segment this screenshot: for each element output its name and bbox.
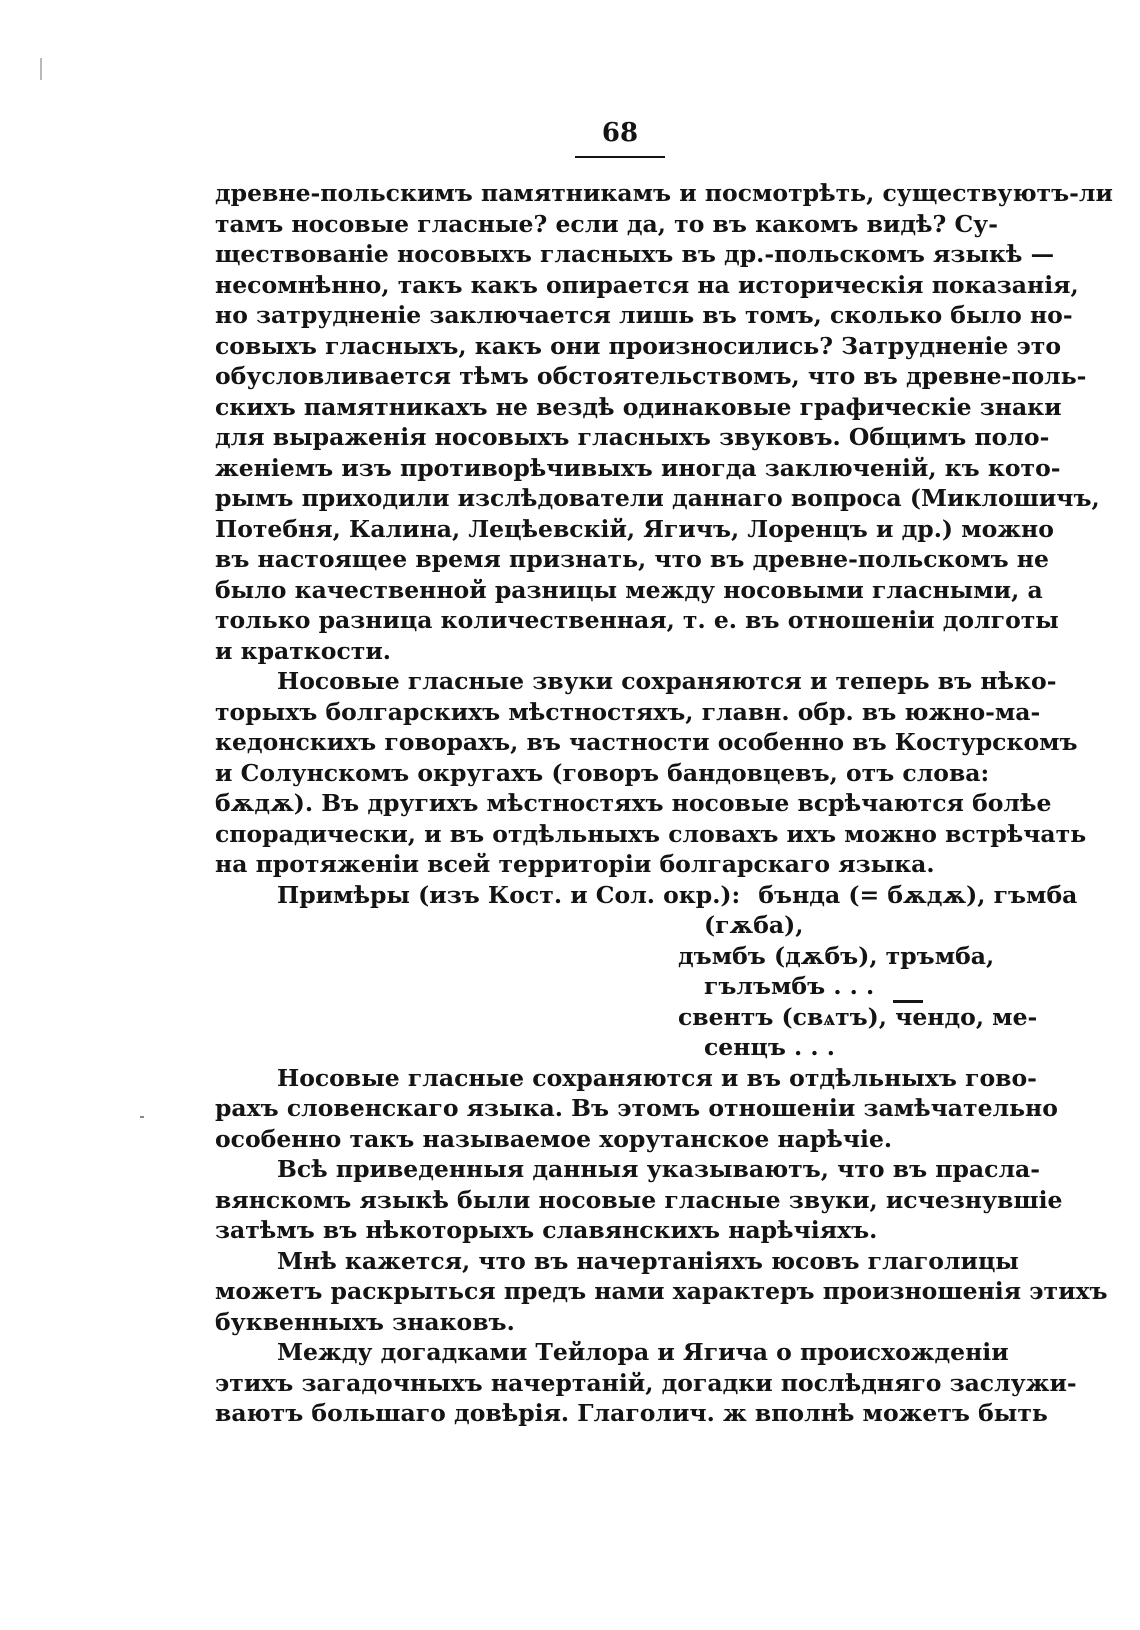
text-line: Носовые гласные сохраняются и въ отдѣльныхъ гово-	[277, 1063, 1037, 1092]
text-line: но затрудненіе заключается лишь въ томъ, сколько было но-	[215, 301, 1073, 329]
text-line: обусловливается тѣмъ обстоятельствомъ, что въ древне-поль-	[215, 362, 1087, 390]
paragraph-4	[215, 1154, 1063, 1246]
paragraph-5	[215, 1246, 1108, 1338]
text-line: и краткости.	[215, 636, 391, 665]
text-line: этихъ загадочныхъ начертаній, догадки послѣдняго заслужи-	[215, 1368, 1077, 1397]
text-line: можетъ раскрыться предъ нами характеръ произношенія этихъ	[215, 1277, 1108, 1305]
text-line: и Солунскомъ округахъ (говоръ бандовцевъ, отъ слова:	[215, 758, 990, 787]
text-line: Всѣ приведенныя данныя указываютъ, что въ прасла-	[277, 1155, 1040, 1183]
scan-speck	[140, 1116, 144, 1118]
example-line: сенцъ . . .	[704, 1033, 835, 1061]
text-line: затѣмъ въ нѣкоторыхъ славянскихъ нарѣчіяхъ.	[215, 1216, 878, 1244]
handwritten-underline-mark	[893, 1000, 923, 1003]
text-line: совыхъ гласныхъ, какъ они произносились? Затрудненіе это	[215, 331, 1061, 360]
text-line: Между догадками Тейлора и Ягича о происхожденіи	[277, 1338, 1009, 1366]
text-line: буквенныхъ знаковъ.	[215, 1307, 515, 1336]
page-number: 68	[601, 118, 639, 148]
text-line: ваютъ большаго довѣрія. Глаголич. ж вполнѣ можетъ быть	[215, 1399, 1048, 1427]
text-line: несомнѣнно, такъ какъ опирается на историческія показанія,	[215, 270, 1079, 299]
text-line: Мнѣ кажется, что въ начертаніяхъ юсовъ глаголицы	[277, 1246, 1019, 1275]
text-line: для выраженія носовыхъ гласныхъ звуковъ. Общимъ поло-	[215, 423, 1050, 451]
paragraph-2	[215, 666, 1087, 880]
text-line: кедонскихъ говорахъ, въ частности особенно въ Костурскомъ	[215, 728, 1078, 756]
text-line: Потебня, Калина, Лецѣевскій, Ягичъ, Лоренцъ и др.) можно	[215, 514, 1054, 543]
text-line: скихъ памятникахъ не вездѣ одинаковые графическіе знаки	[215, 392, 1062, 421]
paragraph-1	[215, 178, 1113, 666]
text-line: Носовые гласные звуки сохраняются и теперь въ нѣко-	[277, 667, 1057, 695]
text-line: бѫдѫ). Въ другихъ мѣстностяхъ носовые всрѣчаются болѣе	[215, 789, 1052, 817]
text-line: женіемъ изъ противорѣчивыхъ иногда заключеній, къ кото-	[215, 453, 1061, 482]
text-line: особенно такъ называемое хорутанское нарѣчіе.	[215, 1124, 893, 1153]
examples-column	[678, 910, 1038, 1063]
text-line: рахъ словенскаго языка. Въ этомъ отношеніи замѣчательно	[215, 1094, 1058, 1122]
text-line: только разница количественная, т. е. въ отношеніи долготы	[215, 606, 1059, 634]
example-line: дъмбъ (дѫбъ), тръмба,	[678, 941, 995, 970]
text-line: тамъ носовые гласные? если да, то въ какомъ видѣ? Су-	[215, 209, 998, 238]
text-line: на протяженіи всей территоріи болгарскаго языка.	[215, 850, 935, 878]
example-line: свентъ (свѧтъ), чендо, ме-	[678, 1002, 1038, 1031]
text-line: было качественной разницы между носовыми гласными, а	[215, 575, 1043, 604]
example-line: бънда (= бѫдѫ), гъмба	[758, 880, 1078, 909]
examples-intro: Примѣры (изъ Кост. и Сол. окр.):	[277, 880, 741, 909]
page-number-rule	[575, 156, 665, 158]
text-line: ществованіе носовыхъ гласныхъ въ др.-польскомъ языкѣ —	[215, 240, 1055, 268]
margin-mark	[40, 58, 42, 80]
paragraph-6	[215, 1337, 1077, 1429]
text-line: вянскомъ языкѣ были носовые гласные звуки, исчезнувшіе	[215, 1185, 1063, 1214]
paragraph-3	[215, 1063, 1058, 1155]
text-line: древне-польскимъ памятникамъ и посмотрѣть, существуютъ-ли	[215, 179, 1113, 207]
examples-block	[215, 880, 1078, 1063]
text-line: спорадически, и въ отдѣльныхъ словахъ ихъ можно встрѣчать	[215, 819, 1087, 848]
text-line: въ настоящее время признать, что въ древне-польскомъ не	[215, 545, 1049, 573]
example-line: гълъмбъ . . .	[704, 972, 875, 1000]
body-text	[215, 178, 1113, 1429]
text-line: рымъ приходили изслѣдователи даннаго вопроса (Миклошичъ,	[215, 484, 1100, 512]
text-line: торыхъ болгарскихъ мѣстностяхъ, главн. обр. въ южно-ма-	[215, 697, 1041, 726]
example-line: (гѫба),	[704, 911, 804, 939]
